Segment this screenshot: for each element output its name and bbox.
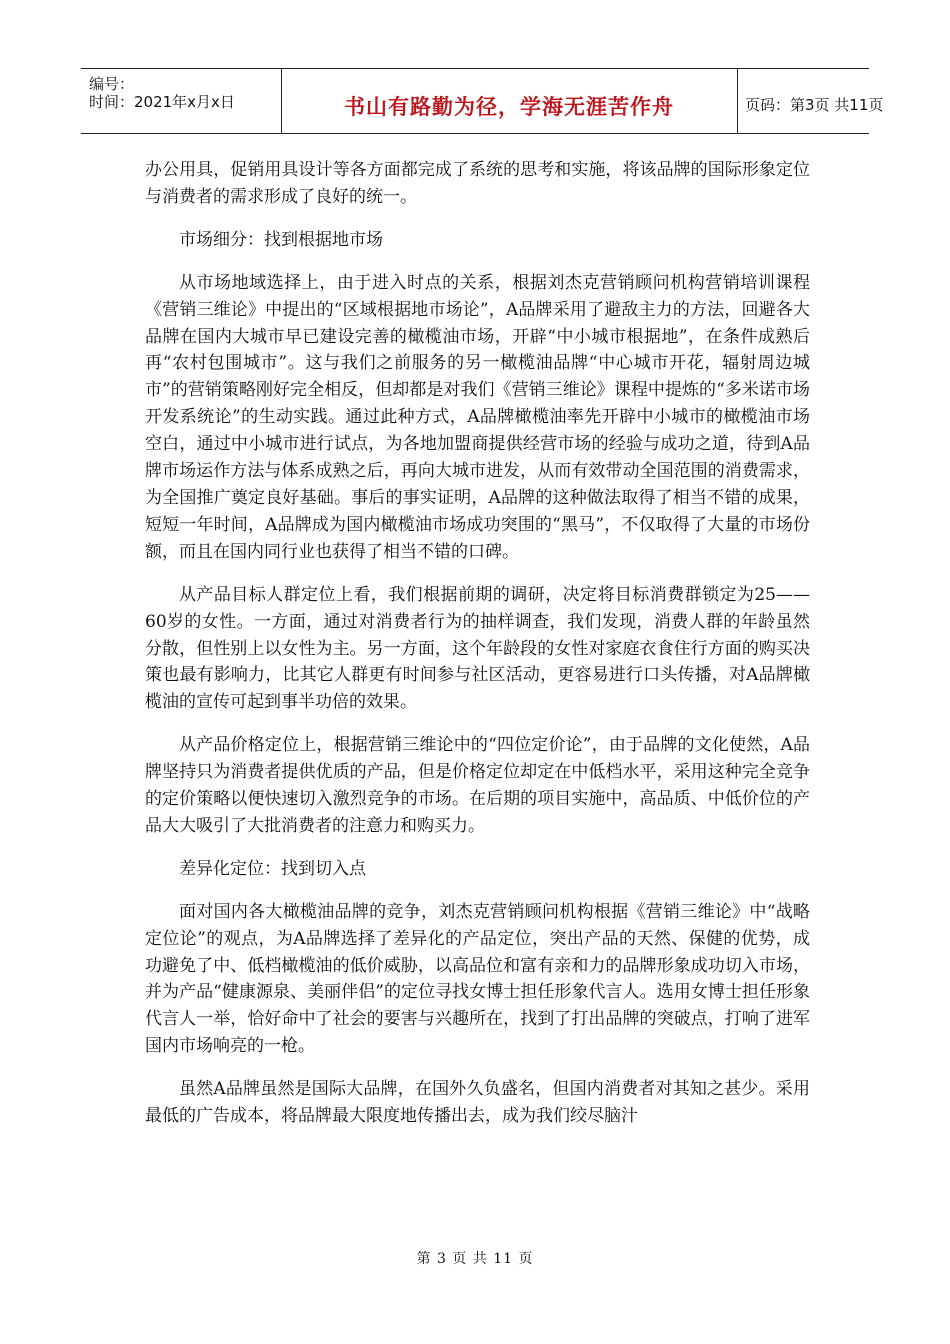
paragraph-brand-awareness: 虽然A品牌虽然是国际大品牌，在国外久负盛名，但国内消费者对其知之甚少。采用最低的广告成本，将品牌最大限度地传播出去，成为我们绞尽脑汁 [145,1079,810,1127]
paragraph-differentiation: 面对国内各大橄榄油品牌的竞争，刘杰克营销顾问机构根据《营销三维论》中“战略定位论”的观点，为A品牌选择了差异化的产品定位，突出产品的天然、保健的优势，成功避免了中、低档橄榄油的低价威胁，以高品位和富有亲和力的品牌形象成功切入市场，并为产品“健康源泉、美丽伴侣”的定位寻找女博士担任形象代言人。选用女博士担任形象代言人一举，恰好命中了社会的要害与兴趣所在，找到了打出品牌的突破点，打响了进军国内市场响亮的一枪。 [145,901,810,1057]
paragraph-target-audience: 从产品目标人群定位上看，我们根据前期的调研，决定将目标消费群锁定为25——60岁的女性。一方面，通过对消费者行为的抽样调查，我们发现，消费人群的年龄虽然分散，但性别上以女性为主。另一方面，这个年龄段的女性对家庭衣食住行方面的购买决策也最有影响力，比其它人群更有时间参与社区活动，更容易进行口头传播，对A品牌橄榄油的宣传可起到事半功倍的效果。 [145,584,810,713]
page-header [81,68,884,134]
header-motto: 书山有路勤为径，学海无涯苦作舟 [344,95,674,119]
paragraph-regional-market: 从市场地域选择上，由于进入时点的关系，根据刘杰克营销顾问机构营销培训课程《营销三维论》中提出的“区域根据地市场论”，A品牌采用了避敌主力的方法，回避各大品牌在国内大城市早已建设完善的橄榄油市场，开辟“中小城市根据地”，在条件成熟后再“农村包围城市”。这与我们之前服务的另一橄榄油品牌“中心城市开花，辐射周边城市”的营销策略刚好完全相反，但却都是对我们《营销三维论》课程中提炼的“多米诺市场开发系统论”的生动实践。通过此种方式，A品牌橄榄油率先开辟中小城市的橄榄油市场空白，通过中小城市进行试点，为各地加盟商提供经营市场的经验与成功之道，待到A品牌市场运作方法与体系成熟之后，再向大城市进发，从而有效带动全国范围的消费需求，为全国推广奠定良好基础。事后的事实证明，A品牌的这种做法取得了相当不错的成果，短短一年时间，A品牌成为国内橄榄油市场成功突围的“黑马”，不仅取得了大量的市场份额，而且在国内同行业也获得了相当不错的口碑。 [145,272,810,562]
paragraph-pricing: 从产品价格定位上，根据营销三维论中的“四位定价论”，由于品牌的文化使然，A品牌坚持只为消费者提供优质的产品，但是价格定位却定在中低档水平，采用这种完全竞争的定价策略以便快速切入激烈竞争的市场。在后期的项目实施中，高品质、中低价位的产品大大吸引了大批消费者的注意力和购买力。 [145,735,810,836]
document-body [145,157,810,1146]
section-heading-market-segmentation: 市场细分：找到根据地市场 [179,229,383,250]
header-meta-cell [81,69,282,133]
page-footer: 第 3 页 共 11 页 [416,1251,534,1267]
document-time-label: 时间：2021年x月x日 [89,93,235,111]
document-number-label: 编号： [89,75,135,93]
header-page-info: 页码：第3页 共11页 [745,96,884,114]
section-heading-differentiation: 差异化定位：找到切入点 [179,858,366,879]
header-motto-cell [281,69,738,133]
header-page-cell [737,69,884,133]
paragraph-continuation: 办公用具，促销用具设计等各方面都完成了系统的思考和实施，将该品牌的国际形象定位与消费者的需求形成了良好的统一。 [145,160,810,207]
